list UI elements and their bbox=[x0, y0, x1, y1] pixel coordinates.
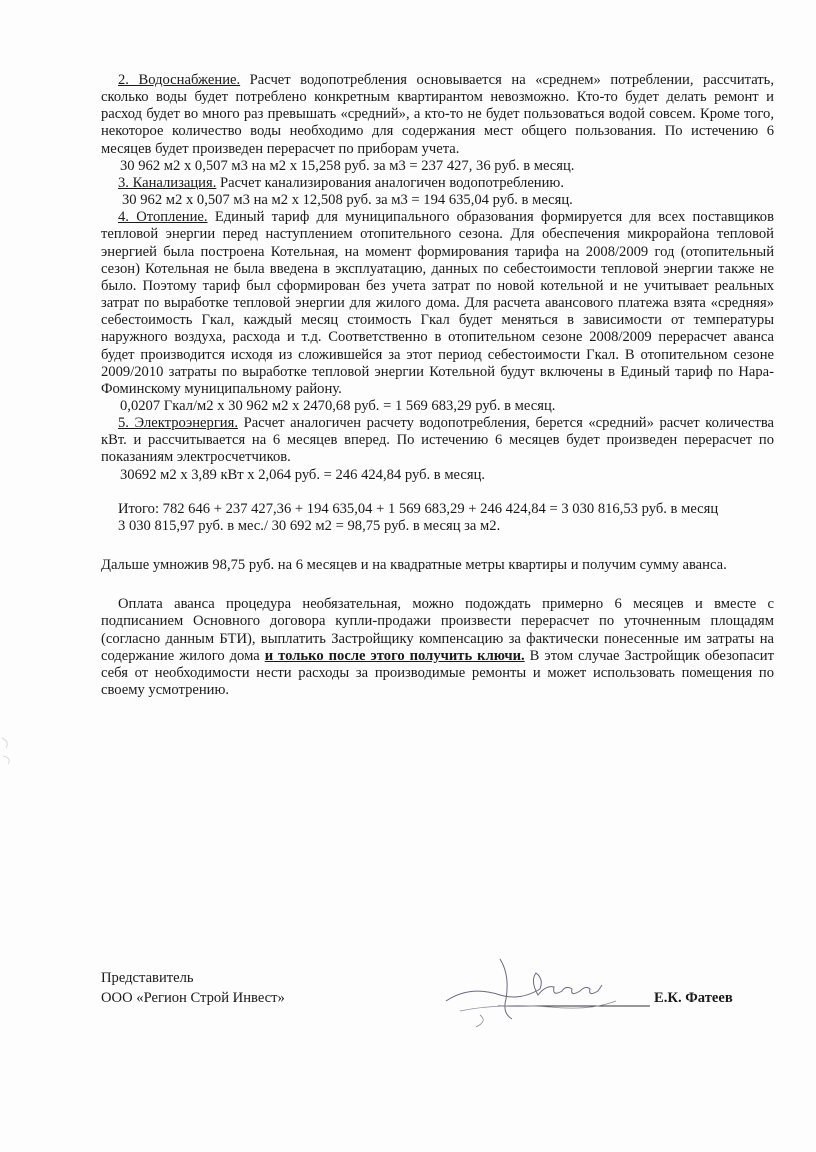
formula-power: 30692 м2 х 3,89 кВт х 2,064 руб. = 246 424,84 руб. в месяц. bbox=[120, 466, 486, 483]
payment-emphasis: и только после этого получить ключи. bbox=[264, 647, 525, 664]
section-heating bbox=[101, 209, 774, 398]
signature-block bbox=[101, 968, 401, 1008]
section-text: Расчет аналогичен расчету водопотребления, берется «средний» расчет количества кВт. и рассчитывается на 6 месяцев вперед. По истечению 6 месяцев будет произведен перерасчет по показаниям электросчетчиков. bbox=[101, 415, 774, 466]
totals-line: Итого: 782 646 + 237 427,36 + 194 635,04 + 1 569 683,29 + 246 424,84 = 3 030 816,53 руб. в месяц bbox=[118, 500, 719, 517]
advance-note: Дальше умножив 98,75 руб. на 6 месяцев и на квадратные метры квартиры и получим сумму аванса. bbox=[101, 557, 727, 574]
payment-paragraph bbox=[101, 596, 774, 699]
section-sewer bbox=[101, 175, 774, 192]
payment-text-after: В этом случае Застройщик обезопасит себя от необходимости нести расходы за производимые ремонты и может использовать помещения по своему усмотрению. bbox=[101, 647, 774, 698]
formula-heating: 0,0207 Гкал/м2 х 30 962 м2 х 2470,68 руб. = 1 569 683,29 руб. в месяц. bbox=[120, 397, 556, 414]
signatory-company: ООО «Регион Строй Инвест» bbox=[101, 990, 285, 1006]
section-text: Расчет водопотребления основывается на «среднем» потреблении, рассчитать, сколько воды будет потреблено конкретным квартирантом невозможно. Кто-то будет делать ремонт и расход будет во много раз превышать «средний», а кто-то не будет пользоваться водой совсем. Кроме того, некоторое количество воды необходимо для содержания мест общего пользования. По истечению 6 месяцев будет произведен перерасчет по приборам учета. bbox=[101, 72, 774, 157]
document-body bbox=[101, 72, 774, 699]
section-power bbox=[101, 415, 774, 466]
payment-text: Оплата аванса процедура необязательная, можно подождать примерно 6 месяцев и вместе с подписанием Основного договора купли-продажи произвести перерасчет по уточненным площадям (согласно данным БТИ), выплатить Застройщику компенсацию за фактически понесенные им затраты на содержание жилого дома bbox=[101, 596, 774, 664]
handwritten-signature bbox=[440, 955, 655, 1030]
section-text: Расчет канализирования аналогичен водопотреблению. bbox=[216, 174, 564, 191]
signatory-role: Представитель bbox=[101, 970, 194, 986]
formula-sewer: 30 962 м2 х 0,507 м3 на м2 х 12,508 руб. за м3 = 194 635,04 руб. в месяц. bbox=[122, 192, 573, 209]
section-heading: 4. Отопление. bbox=[118, 209, 208, 226]
section-heading: 2. Водоснабжение. bbox=[118, 72, 241, 88]
section-water bbox=[101, 72, 774, 158]
scan-smudge bbox=[0, 730, 30, 770]
section-heading: 3. Канализация. bbox=[118, 174, 217, 191]
totals-per-m2: 3 030 815,97 руб. в мес./ 30 692 м2 = 98,75 руб. в месяц за м2. bbox=[118, 517, 501, 534]
signatory-name: Е.К. Фатеев bbox=[654, 990, 733, 1006]
section-heading: 5. Электроэнергия. bbox=[118, 415, 238, 432]
formula-water: 30 962 м2 х 0,507 м3 на м2 х 15,258 руб. за м3 = 237 427, 36 руб. в месяц. bbox=[120, 157, 575, 174]
section-text: Единый тариф для муниципального образования формируется для всех поставщиков тепловой энергии перед наступлением отопительного сезона. Для обеспечения микрорайона тепловой энергией была построена Котельная, на момент формирования тарифа на 2008/2009 год (отопительный сезон) Котельная не была введена в эксплуатацию, данных по себестоимости тепловой энергии также не было. Поэтому тариф был сформирован без учета затрат по новой котельной и не учитывает реальных затрат по выработке тепловой энергии для жилого дома. Для расчета авансового платежа взята «средняя» себестоимость Гкал, каждый месяц стоимость Гкал будет меняться в зависимости от температуры наружного воздуха, расхода и т.д. Соответственно в отопительном сезоне 2008/2009 перерасчет аванса будет производится исходя из сложившейся за этот период себестоимости Гкал. В отопительном сезоне 2009/2010 затраты по выработке тепловой энергии Котельной будут включены в Единый тариф по Нара-Фоминскому муниципальному району. bbox=[101, 209, 774, 397]
